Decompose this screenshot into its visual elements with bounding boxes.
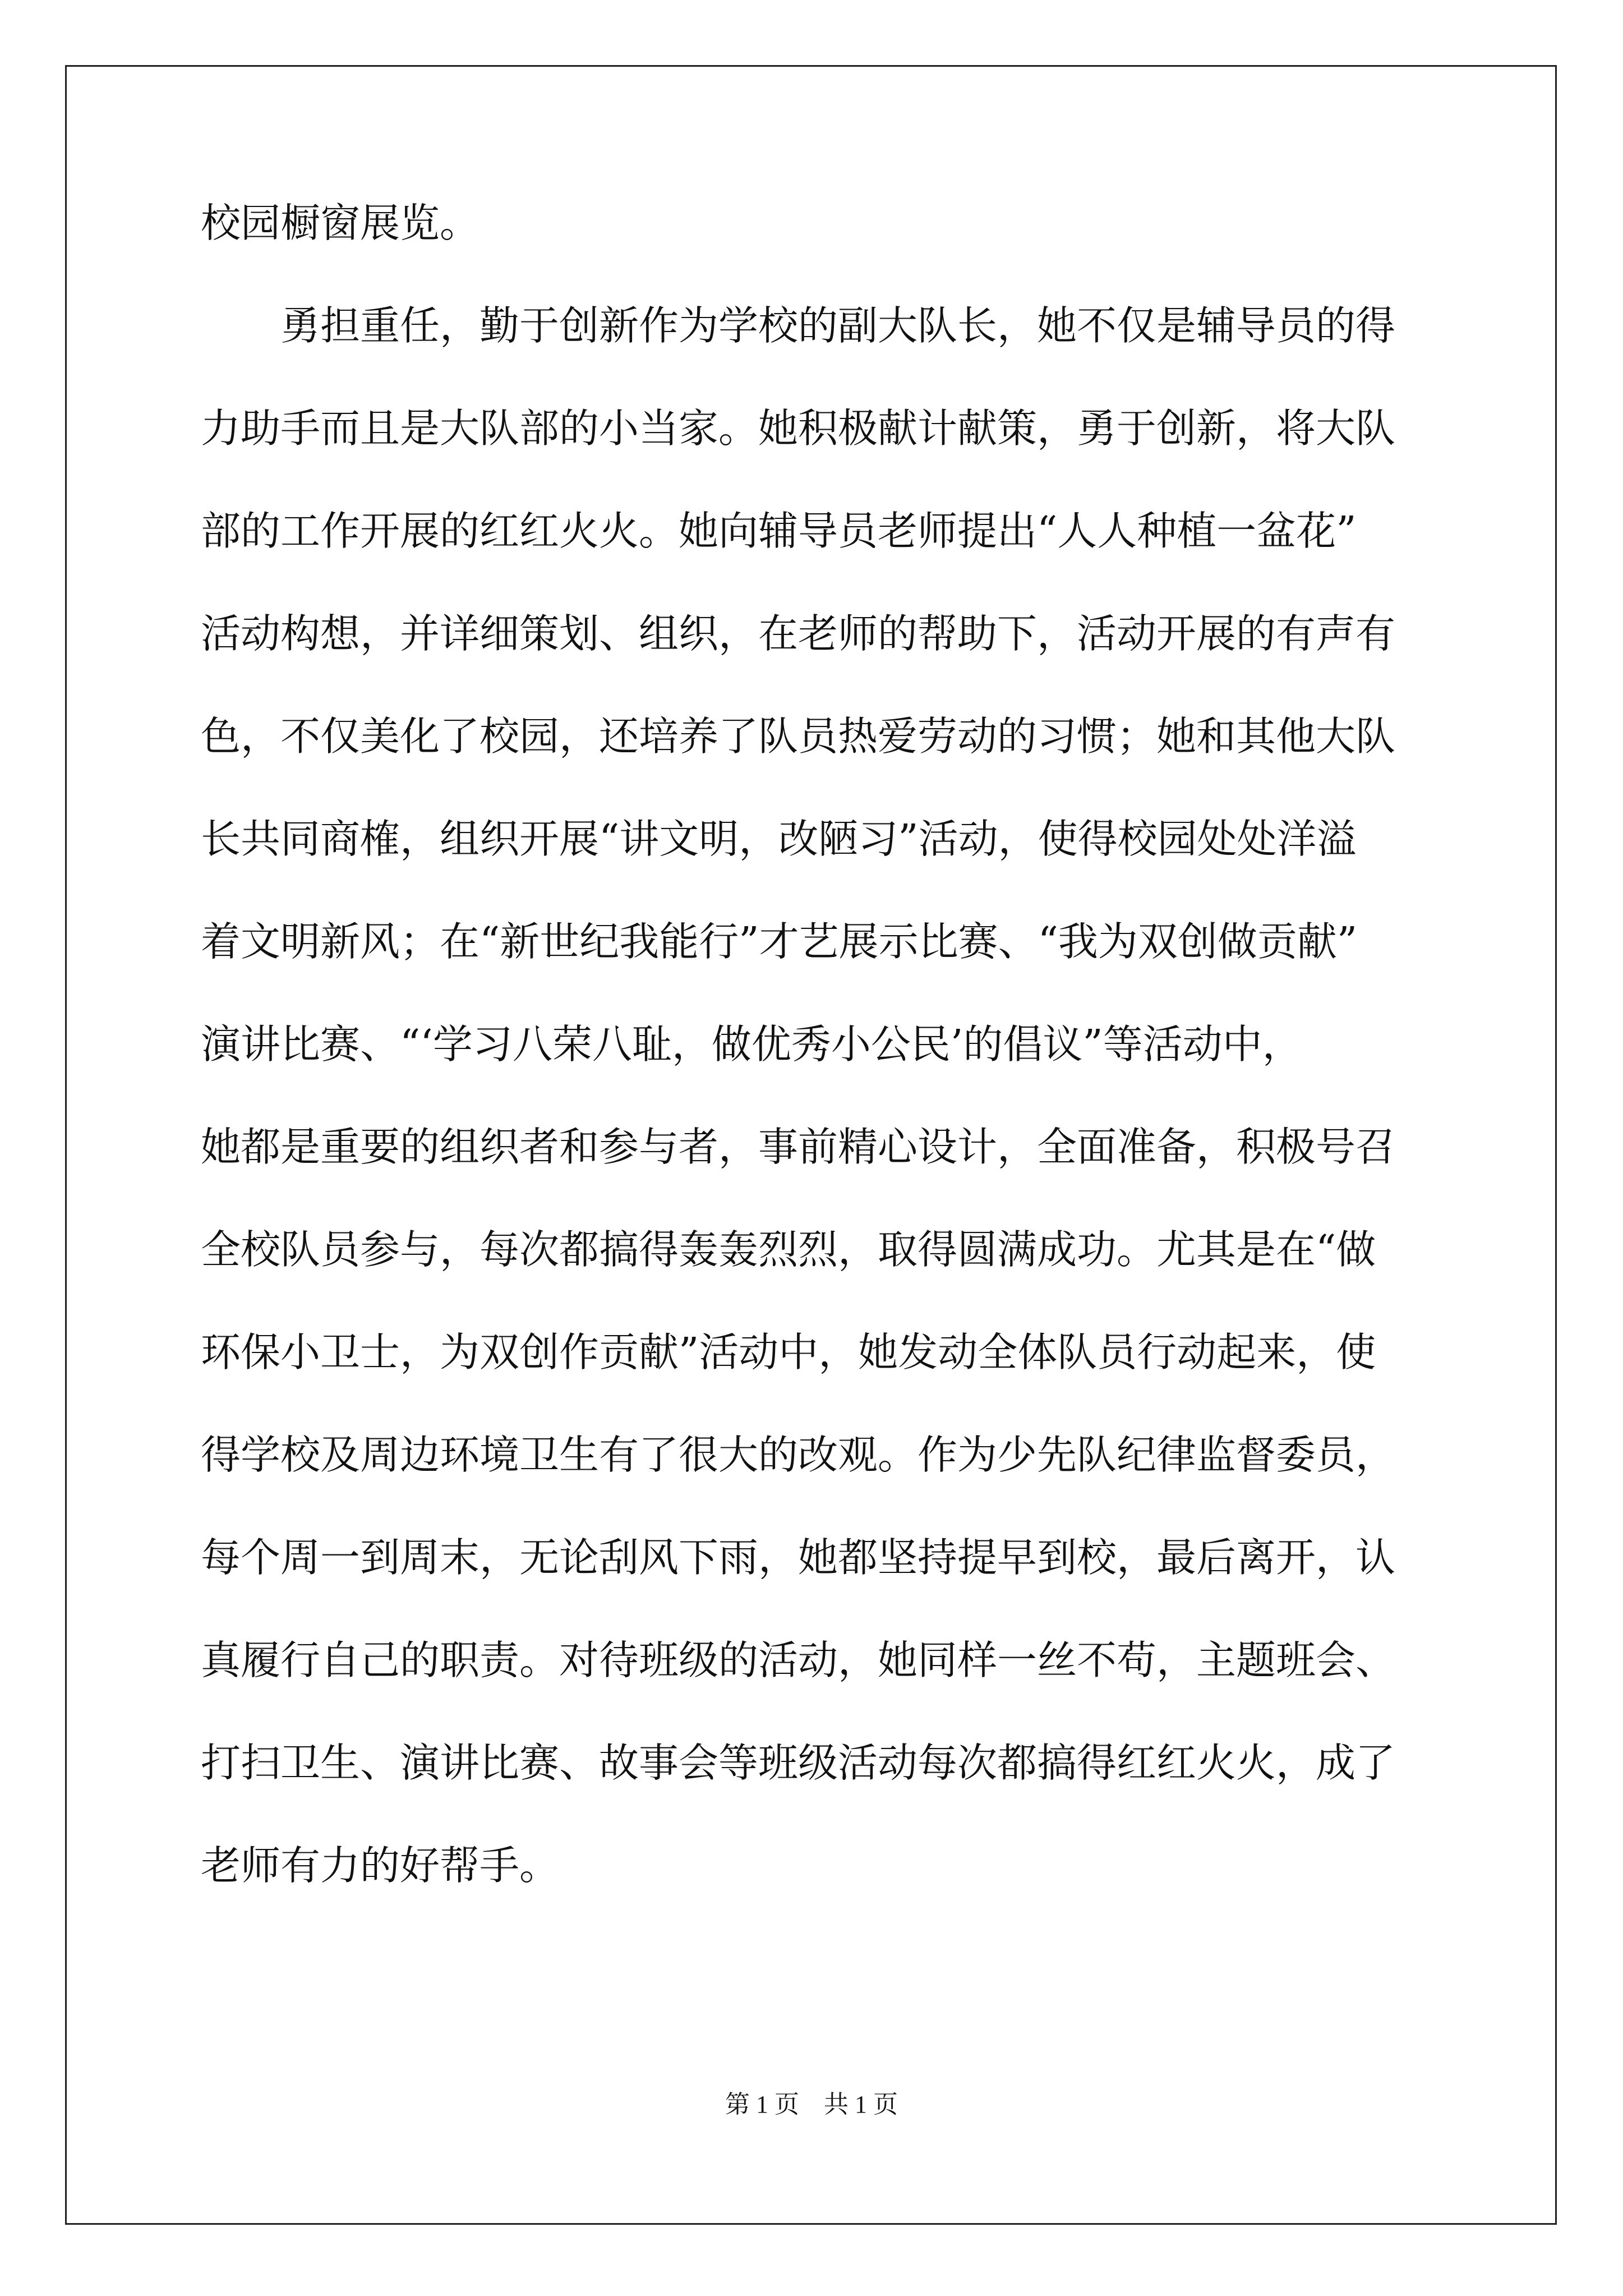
text-line: 环保小卫士，为双创作贡献”活动中，她发动全体队员行动起来，使 <box>201 1329 1376 1375</box>
text-line: 演讲比赛、“‘学习八荣八耻，做优秀小公民’的倡议”等活动中， <box>201 1021 1302 1068</box>
text-line: 校园橱窗展览。 <box>201 200 480 246</box>
text-line: 长共同商榷，组织开展“讲文明，改陋习”活动，使得校园处处洋溢 <box>201 816 1357 862</box>
text-line: 力助手而且是大队部的小当家。她积极献计献策，勇于创新，将大队 <box>201 405 1396 452</box>
text-line: 部的工作开展的红红火火。她向辅导员老师提出“人人种植一盆花” <box>201 508 1357 554</box>
text-line: 全校队员参与，每次都搞得轰轰烈烈，取得圆满成功。尤其是在“做 <box>201 1226 1376 1273</box>
text-line: 她都是重要的组织者和参与者，事前精心设计，全面准备，积极号召 <box>201 1124 1396 1170</box>
text-line: 勇担重任，勤于创新作为学校的副大队长，她不仅是辅导员的得 <box>201 302 1396 349</box>
text-line: 色，不仅美化了校园，还培养了队员热爱劳动的习惯；她和其他大队 <box>201 713 1396 760</box>
text-line: 真履行自己的职责。对待班级的活动，她同样一丝不苟，主题班会、 <box>201 1637 1396 1683</box>
page-footer: 第 1 页 共 1 页 <box>725 2091 898 2118</box>
text-line: 每个周一到周末，无论刮风下雨，她都坚持提早到校，最后离开，认 <box>201 1534 1396 1581</box>
text-line: 老师有力的好帮手。 <box>201 1842 560 1889</box>
text-line: 得学校及周边环境卫生有了很大的改观。作为少先队纪律监督委员， <box>201 1432 1396 1478</box>
text-line: 打扫卫生、演讲比赛、故事会等班级活动每次都搞得红红火火，成了 <box>201 1740 1396 1786</box>
text-line: 着文明新风；在“新世纪我能行”才艺展示比赛、“我为双创做贡献” <box>201 918 1358 965</box>
text-line: 活动构想，并详细策划、组织，在老师的帮助下，活动开展的有声有 <box>201 610 1396 657</box>
